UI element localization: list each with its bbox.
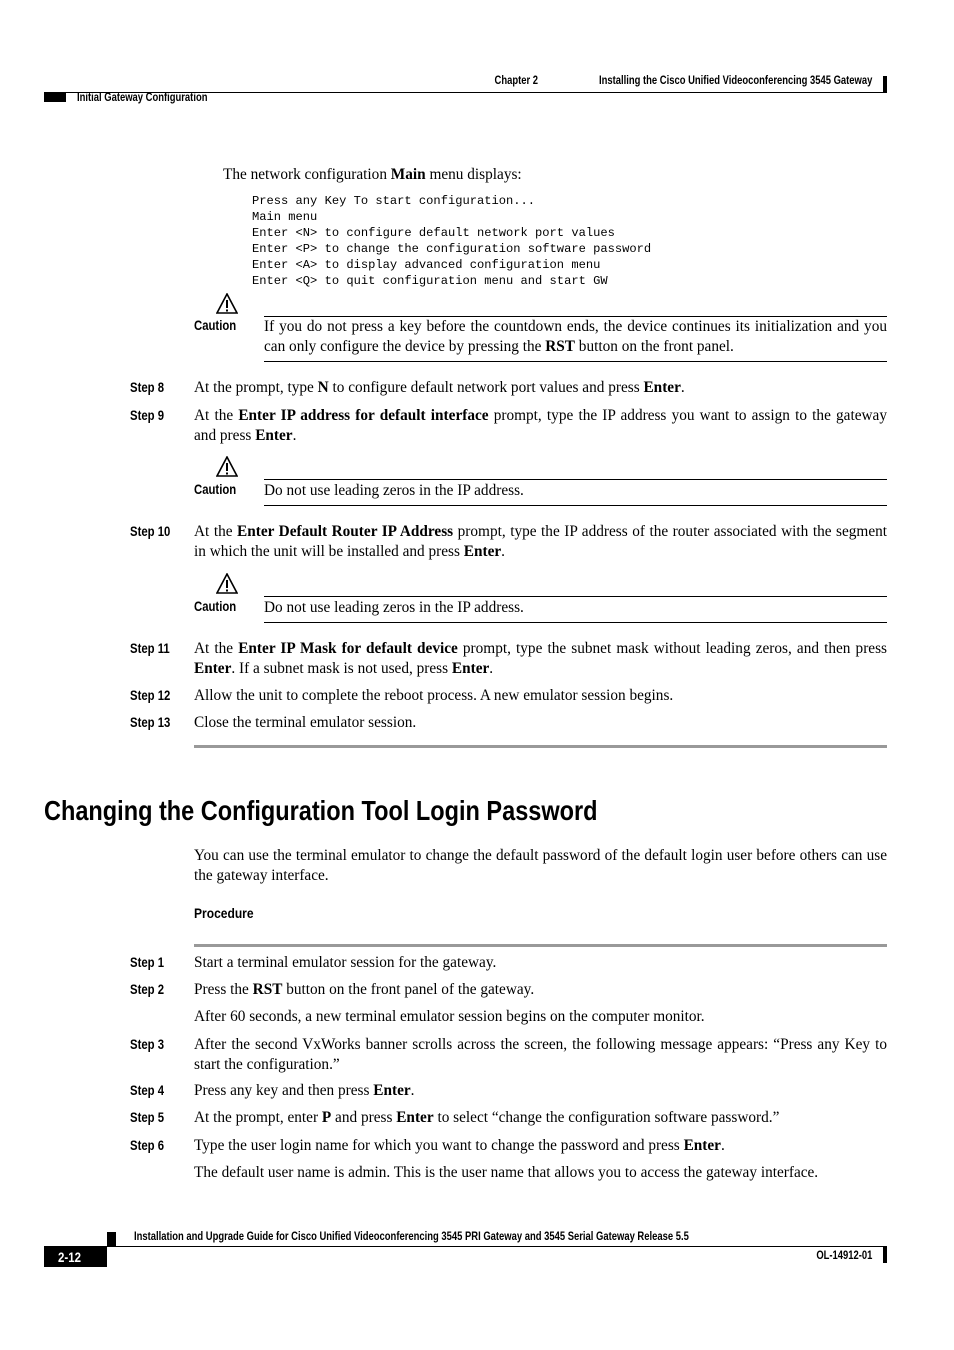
doc-number: OL-14912-01 (815, 1250, 872, 1262)
procedure-label: Procedure (194, 905, 254, 921)
step-label: Step 8 (130, 380, 165, 395)
caution-top-rule (264, 596, 887, 597)
code-block (252, 193, 651, 289)
step-text: Press any key and then press Enter. (194, 1082, 415, 1099)
caution-text: Do not use leading zeros in the IP address. (264, 482, 524, 499)
step-text: Start a terminal emulator session for the gateway. (194, 954, 497, 971)
caution-label: Caution (194, 482, 237, 497)
procedure-end-rule (194, 745, 887, 748)
step-text: At the Enter Default Router IP Address prompt, type the IP address of the router associated with the segment in which the unit will be installed and press Enter. (194, 523, 888, 560)
step-text: At the prompt, type N to configure default network port values and press Enter. (194, 379, 685, 396)
step-label: Step 12 (130, 688, 171, 703)
footer-title: Installation and Upgrade Guide for Cisco Unified Videoconferencing 3545 PRI Gateway and 3545 Serial Gateway Release 5.5 (134, 1231, 689, 1243)
caution-warning-icon (216, 573, 238, 595)
code-line: Press any Key To start configuration... (252, 194, 536, 208)
caution-text: If you do not press a key before the countdown ends, the device continues its initialization and you can only configure the device by pressing the RST button on the front panel. (264, 318, 887, 355)
caution-label: Caution (194, 318, 237, 333)
header-chapter-title: Installing the Cisco Unified Videoconferencing 3545 Gateway (598, 75, 872, 87)
code-line: Enter <P> to change the configuration software password (252, 242, 652, 256)
caution-bottom-rule (264, 622, 887, 623)
header-right-marker (883, 76, 887, 92)
caution-top-rule (264, 479, 887, 480)
caution-bottom-rule (264, 361, 887, 362)
step-note: The default user name is admin. This is the user name that allows you to access the gateway interface. (194, 1164, 819, 1181)
step-label: Step 4 (130, 1083, 165, 1098)
caution-text: Do not use leading zeros in the IP address. (264, 599, 524, 616)
procedure-start-rule (194, 944, 887, 947)
step-text: After the second VxWorks banner scrolls across the screen, the following message appears: “Press any Key to start the configuration.” (194, 1036, 887, 1073)
step-label: Step 10 (130, 524, 171, 539)
header-section: Initial Gateway Configuration (77, 92, 208, 104)
footer-marker (107, 1232, 116, 1246)
header-left-marker (44, 93, 66, 102)
step-label: Step 1 (130, 955, 165, 970)
code-line: Enter <Q> to quit configuration menu and start GW (252, 274, 608, 288)
step-text: At the prompt, enter P and press Enter to select “change the configuration software password.” (194, 1109, 780, 1126)
intro-text: The network configuration Main menu displays: (223, 166, 522, 183)
step-text: At the Enter IP address for default interface prompt, type the IP address you want to assign to the gateway and press Enter. (194, 407, 887, 444)
step-label: Step 5 (130, 1110, 165, 1125)
code-line: Enter <A> to display advanced configuration menu (252, 258, 601, 272)
section-intro: You can use the terminal emulator to change the default password of the default login user before others can use the gateway interface. (194, 847, 887, 884)
caution-warning-icon (216, 293, 238, 315)
step-label: Step 6 (130, 1138, 165, 1153)
page-number-box (44, 1247, 107, 1267)
caution-warning-icon (216, 456, 238, 478)
step-label: Step 2 (130, 982, 165, 997)
step-text: At the Enter IP Mask for default device prompt, type the subnet mask without leading zeros, and then press Enter. If a subnet mask is not used, press Enter. (194, 640, 887, 677)
step-label: Step 13 (130, 715, 171, 730)
step-text: Allow the unit to complete the reboot process. A new emulator session begins. (194, 687, 674, 704)
code-line: Enter <N> to configure default network port values (252, 226, 615, 240)
step-text: Type the user login name for which you want to change the password and press Enter. (194, 1137, 725, 1154)
step-label: Step 9 (130, 408, 165, 423)
code-line: Main menu (252, 210, 318, 224)
step-text: Press the RST button on the front panel of the gateway. (194, 981, 535, 998)
step-note: After 60 seconds, a new terminal emulator session begins on the computer monitor. (194, 1008, 705, 1025)
header-chapter: Chapter 2 (494, 75, 538, 87)
footer-rule (44, 1246, 887, 1247)
caution-bottom-rule (264, 505, 887, 506)
step-label: Step 11 (130, 641, 170, 656)
page-number: 2-12 (58, 1249, 81, 1265)
step-label: Step 3 (130, 1037, 165, 1052)
caution-label: Caution (194, 599, 237, 614)
step-text: Close the terminal emulator session. (194, 714, 417, 731)
footer-right-marker (883, 1247, 887, 1263)
section-heading: Changing the Configuration Tool Login Password (44, 795, 598, 826)
